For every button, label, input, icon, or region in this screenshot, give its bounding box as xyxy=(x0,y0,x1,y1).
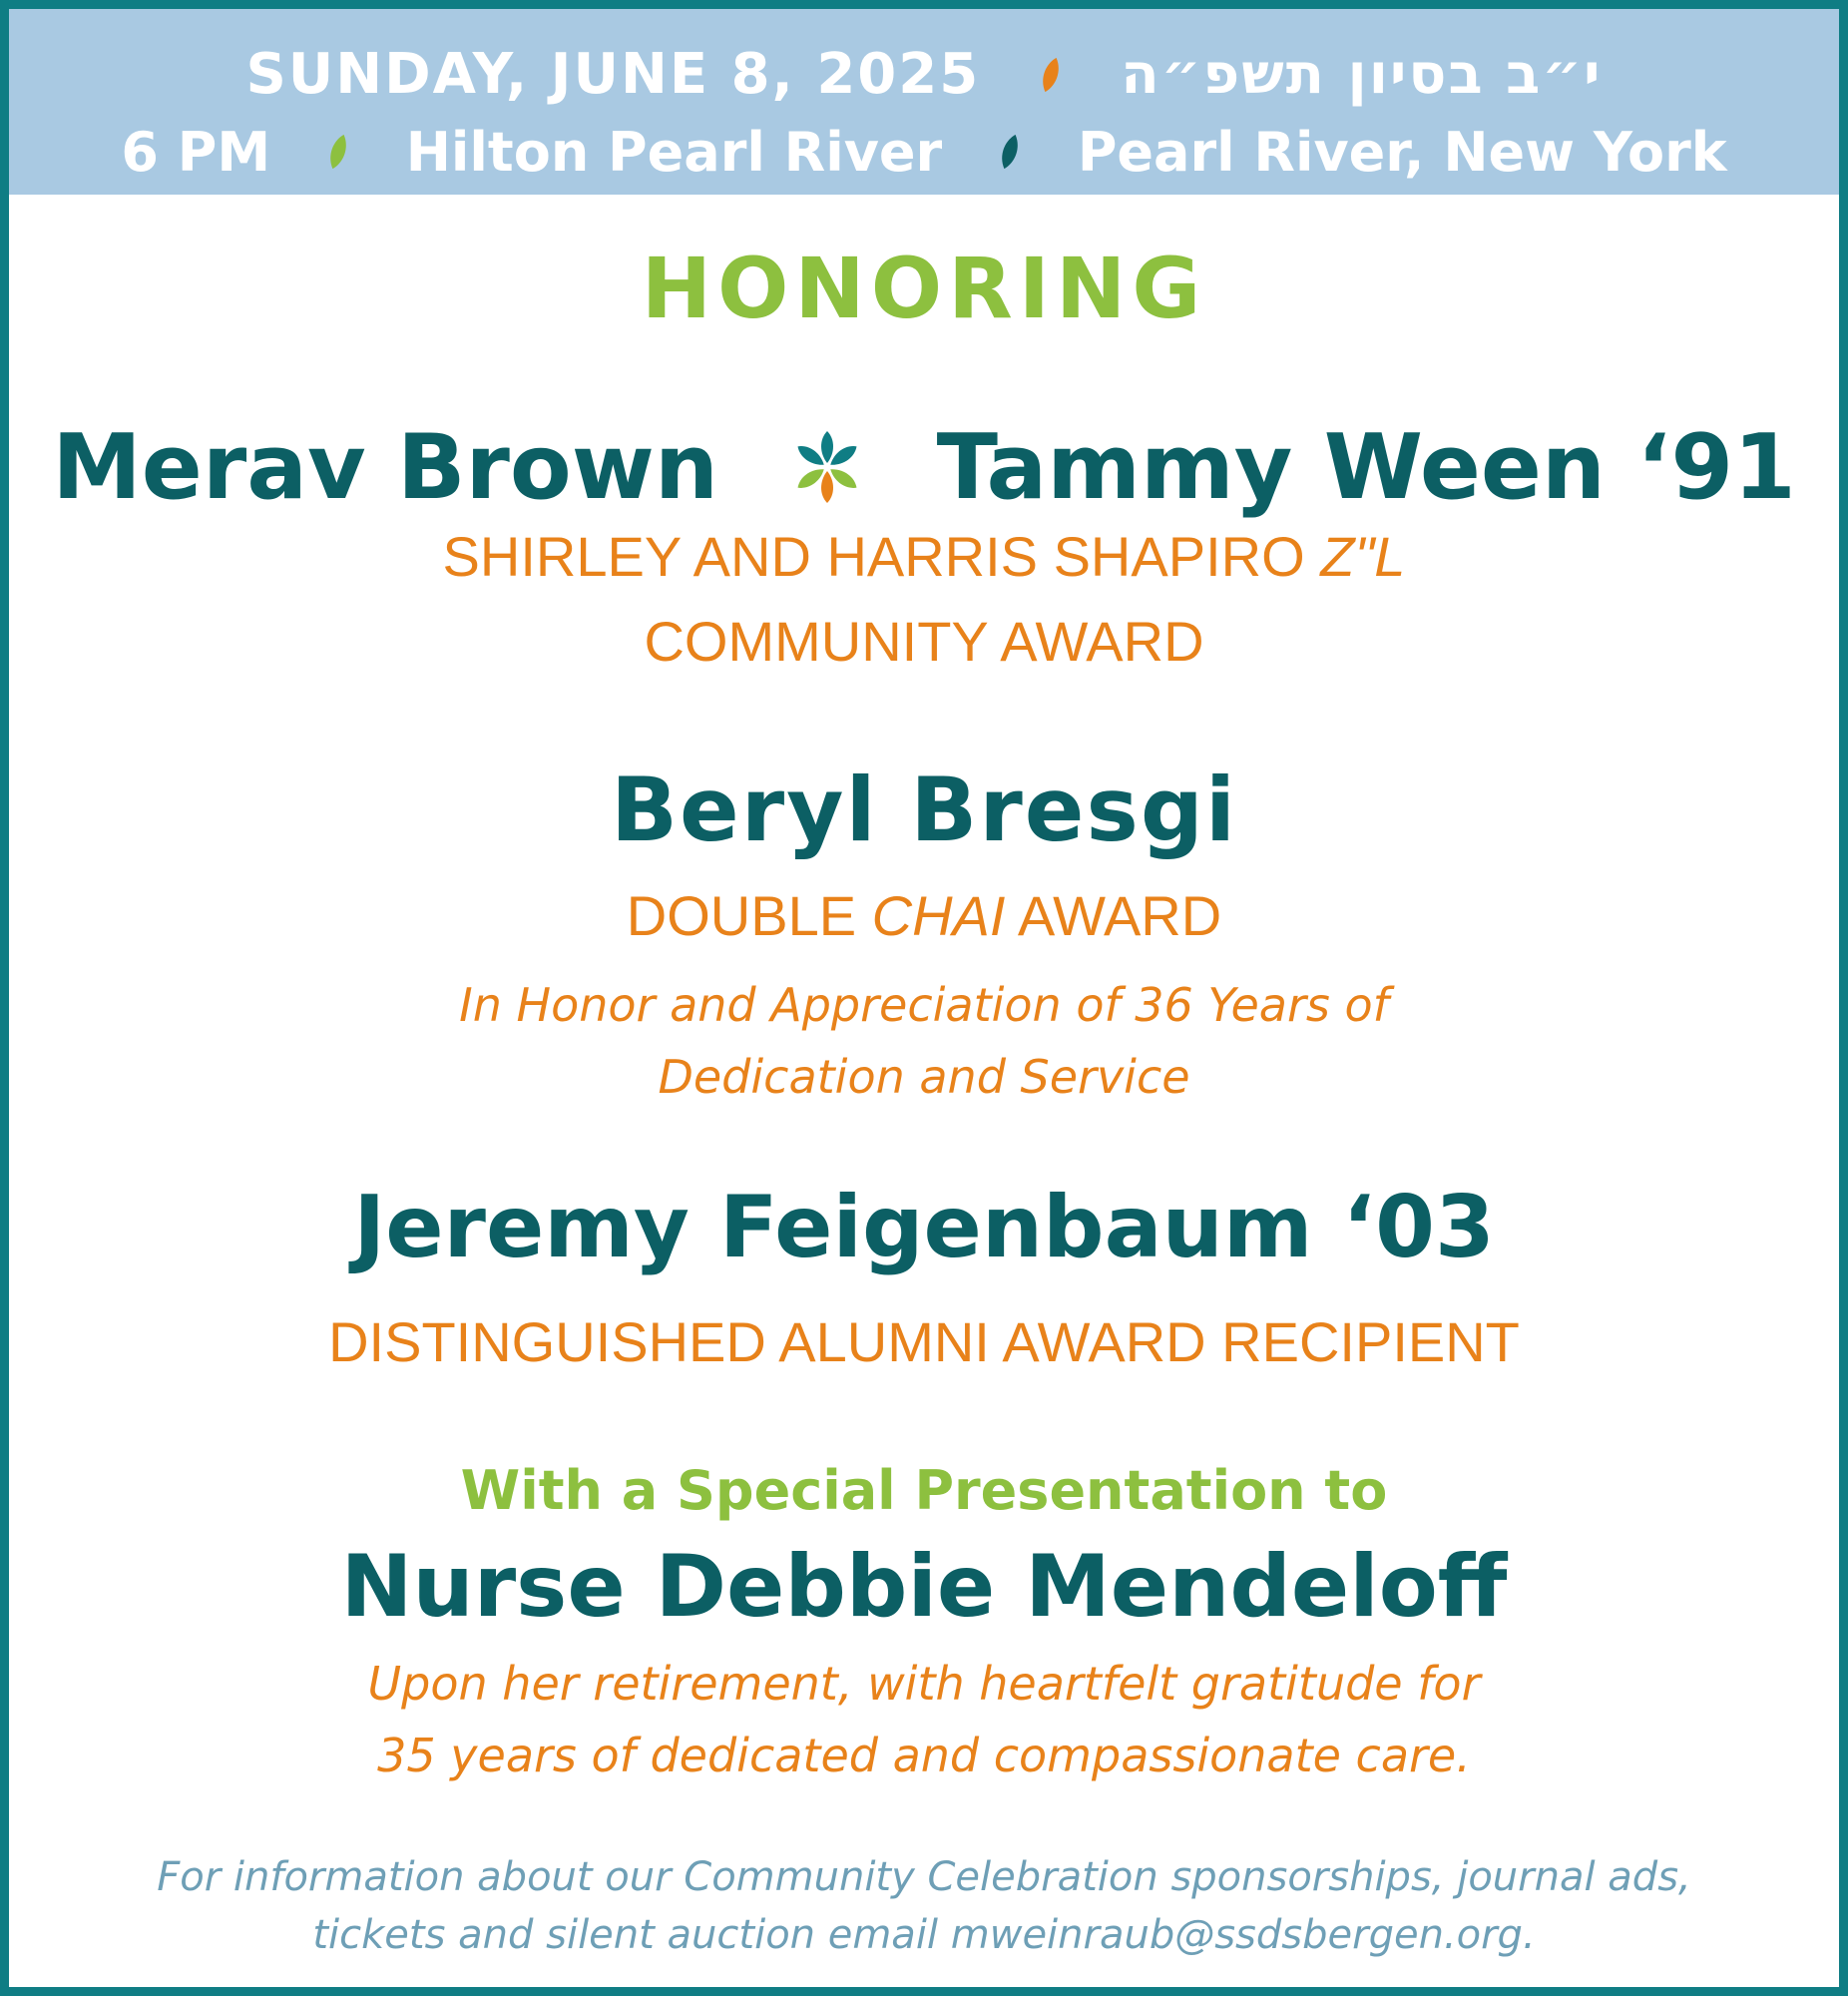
honoree1-award-line2: COMMUNITY AWARD xyxy=(644,610,1204,673)
award-suffix: AWARD xyxy=(1005,884,1222,947)
info-line2: tickets and silent auction email mweinraub@ssdsbergen.org. xyxy=(312,1912,1536,1958)
honoree2-desc-line2: Dedication and Service xyxy=(658,1050,1190,1104)
honoree-debbie-mendeloff: Nurse Debbie Mendeloff xyxy=(340,1537,1508,1637)
flower-icon xyxy=(789,429,865,505)
event-time: 6 PM xyxy=(121,120,271,184)
honoree1-names xyxy=(9,409,1839,520)
shapiro-award-name: SHIRLEY AND HARRIS SHAPIRO xyxy=(442,525,1321,588)
zl-abbreviation: Z"L xyxy=(1320,525,1406,588)
green-leaf-icon xyxy=(327,132,349,172)
honoree1-award-line1 xyxy=(9,524,1839,589)
special-desc-line2: 35 years of dedicated and compassionate care. xyxy=(377,1729,1471,1782)
teal-leaf-icon xyxy=(999,132,1021,172)
event-location: Pearl River, New York xyxy=(1077,120,1727,184)
special-desc-line1: Upon her retirement, with heartfelt gratitude for xyxy=(367,1657,1481,1711)
honoree-beryl-bresgi: Beryl Bresgi xyxy=(610,758,1237,861)
info-line1: For information about our Community Celebration sponsorships, journal ads, xyxy=(157,1854,1691,1900)
honoring-title: HONORING xyxy=(641,240,1207,337)
event-venue: Hilton Pearl River xyxy=(405,120,943,184)
honoree-tammy-ween: Tammy Ween ‘91 xyxy=(936,414,1796,520)
venue-row xyxy=(9,117,1839,184)
date-row xyxy=(9,39,1839,107)
orange-leaf-icon xyxy=(1040,55,1062,95)
special-presentation-intro: With a Special Presentation to xyxy=(460,1459,1388,1522)
award-prefix: DOUBLE xyxy=(626,884,872,947)
chai-word: CHAI xyxy=(871,884,1006,947)
event-date: SUNDAY, JUNE 8, 2025 xyxy=(245,42,981,108)
event-details-header xyxy=(9,9,1839,195)
honoree2-desc-line1: In Honor and Appreciation of 36 Years of xyxy=(459,978,1389,1032)
hebrew-date: י״ב בסיון תשפ״ה xyxy=(1121,42,1603,108)
honoree-jeremy-feigenbaum: Jeremy Feigenbaum ‘03 xyxy=(353,1178,1495,1277)
double-chai-award xyxy=(9,883,1839,948)
distinguished-alumni-award: DISTINGUISHED ALUMNI AWARD RECIPIENT xyxy=(328,1310,1520,1373)
honoree-merav-brown: Merav Brown xyxy=(52,414,718,520)
